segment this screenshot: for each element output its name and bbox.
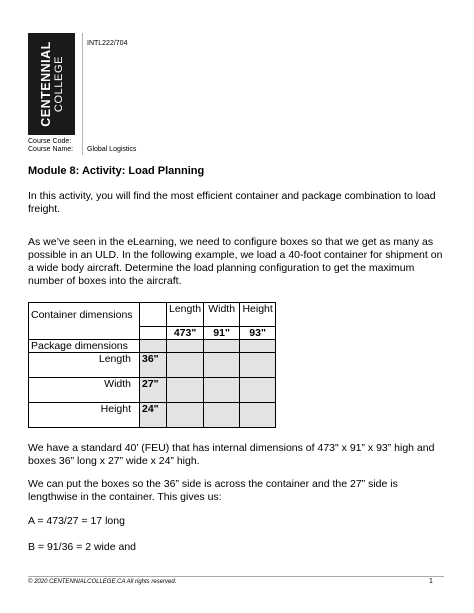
course-name-label: Course Name: <box>28 146 74 153</box>
table-cell-empty <box>240 403 276 428</box>
table-cell-empty <box>240 378 276 403</box>
table-cell-empty <box>204 340 240 353</box>
page-title: Module 8: Activity: Load Planning <box>28 165 205 177</box>
table-cell-empty <box>204 378 240 403</box>
package-length-value: 36" <box>140 353 167 378</box>
orientation-paragraph: We can put the boxes so the 36” side is across the container and the 27” side is lengthwise in the container. This gives us: <box>28 478 398 503</box>
package-width-value: 27" <box>140 378 167 403</box>
table-cell-empty <box>167 403 204 428</box>
table-cell-empty <box>140 340 167 353</box>
package-length-label: Length <box>29 353 140 378</box>
page-number: 1 <box>429 578 433 585</box>
table-cell-empty <box>140 303 167 327</box>
package-width-label: Width <box>29 378 140 403</box>
footer-divider <box>28 576 444 577</box>
table-cell-empty <box>204 353 240 378</box>
package-height-label: Height <box>29 403 140 428</box>
footer-copyright: © 2020 CENTENNIALCOLLEGE.CA All rights reserved. <box>28 579 177 585</box>
logo-line2: COLLEGE <box>52 55 65 113</box>
container-length-value: 473" <box>167 327 204 340</box>
header-divider <box>82 33 83 155</box>
package-height-value: 24" <box>140 403 167 428</box>
table-cell-empty <box>167 353 204 378</box>
table-cell-empty <box>140 327 167 340</box>
table-cell-empty <box>240 340 276 353</box>
course-name-value: Global Logistics <box>87 146 137 153</box>
college-logo <box>28 33 75 135</box>
logo-line1: CENTENNIAL <box>38 41 53 127</box>
container-height-value: 93" <box>240 327 276 340</box>
course-code-label: Course Code: <box>28 138 72 145</box>
intro-paragraph: In this activity, you will find the most efficient container and package combination to load freight. <box>28 190 436 215</box>
dimensions-table <box>28 302 276 428</box>
table-cell-empty <box>240 353 276 378</box>
container-width-value: 91" <box>204 327 240 340</box>
container-dimensions-label: Container dimensions <box>29 303 140 340</box>
package-dimensions-label: Package dimensions <box>29 340 140 353</box>
table-cell-empty <box>167 378 204 403</box>
course-id: INTL222/704 <box>87 40 128 47</box>
table-cell-empty <box>204 403 240 428</box>
col-header-width: Width <box>204 303 240 327</box>
col-header-length: Length <box>167 303 204 327</box>
dimensions-paragraph: We have a standard 40’ (FEU) that has internal dimensions of 473" x 91” x 93” high and boxes 36” long x 27” wide x 24” high. <box>28 442 435 467</box>
col-header-height: Height <box>240 303 276 327</box>
scenario-paragraph: As we’ve seen in the eLearning, we need to configure boxes so that we get as many as possible in an ULD. In the following example, we load a 40-foot container for shipment on a wide body aircraft. Determine the load planning configuration to get the maximum number of boxes into the aircraft. <box>28 236 443 287</box>
table-cell-empty <box>167 340 204 353</box>
calculation-a: A = 473/27 = 17 long <box>28 515 125 527</box>
calculation-b: B = 91/36 = 2 wide and <box>28 541 136 553</box>
